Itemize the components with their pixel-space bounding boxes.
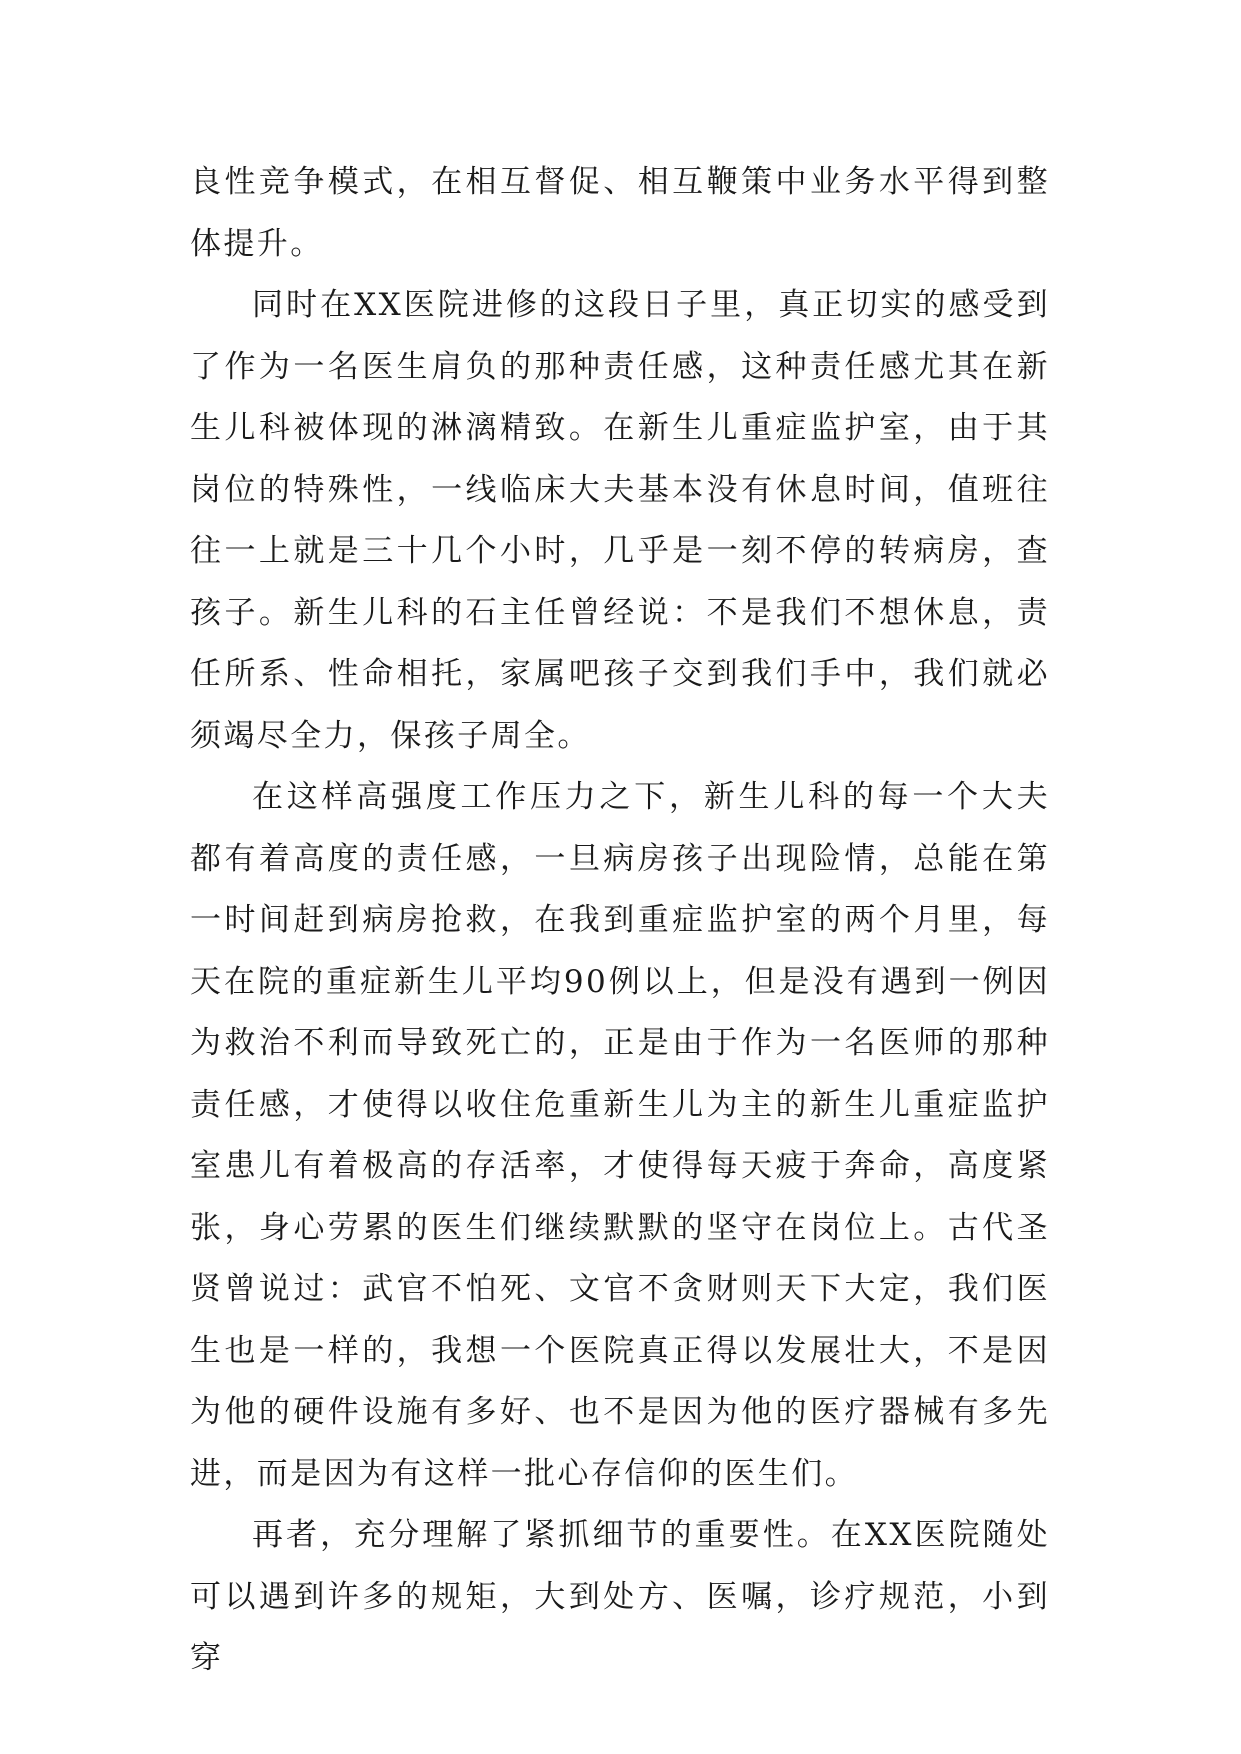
paragraph-2: 同时在XX医院进修的这段日子里，真正切实的感受到了作为一名医生肩负的那种责任感，这种责任感尤其在新生儿科被体现的淋漓精致。在新生儿重症监护室，由于其岗位的特殊性，一线临床大夫基本没有休息时间，值班往往一上就是三十几个小时，几乎是一刻不停的转病房，查孩子。新生儿科的石主任曾经说：不是我们不想休息，责任所系、性命相托，家属吧孩子交到我们手中，我们就必须竭尽全力，保孩子周全。 (190, 287, 1050, 754)
paragraph-3: 在这样高强度工作压力之下，新生儿科的每一个大夫都有着高度的责任感，一旦病房孩子出现险情，总能在第一时间赶到病房抢救，在我到重症监护室的两个月里，每天在院的重症新生儿平均90例以上，但是没有遇到一例因为救治不利而导致死亡的，正是由于作为一名医师的那种责任感，才使得以收住危重新生儿为主的新生儿重症监护室患儿有着极高的存活率，才使得每天疲于奔命，高度紧张，身心劳累的医生们继续默默的坚守在岗位上。古代圣贤曾说过：武官不怕死、文官不贪财则天下大定，我们医生也是一样的，我想一个医院真正得以发展壮大，不是因为他的硬件设施有多好、也不是因为他的医疗器械有多先进，而是因为有这样一批心存信仰的医生们。 (190, 779, 1050, 1492)
paragraph-4: 再者，充分理解了紧抓细节的重要性。在XX医院随处可以遇到许多的规矩，大到处方、医嘱，诊疗规范，小到穿 (190, 1517, 1050, 1676)
paragraph-1: 良性竞争模式，在相互督促、相互鞭策中业务水平得到整体提升。 (190, 164, 1050, 262)
document-body (190, 152, 1050, 1690)
